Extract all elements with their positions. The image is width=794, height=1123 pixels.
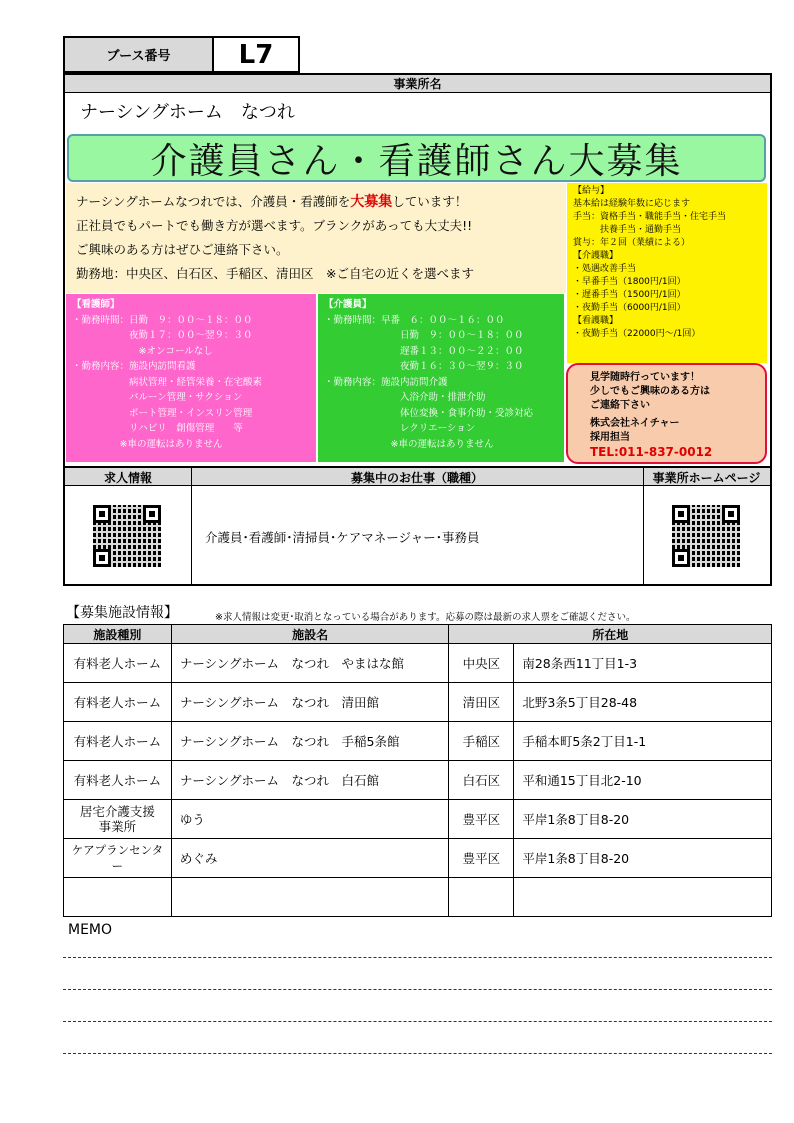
table-row-empty bbox=[64, 878, 772, 917]
table-row bbox=[64, 800, 772, 839]
contact-line: 見学随時行っています！ bbox=[590, 372, 700, 383]
column-header-name: 施設名 bbox=[171, 625, 449, 644]
caregiver-line: 夜勤１６：３０～翌９：３０ bbox=[324, 361, 524, 372]
caregiver-block bbox=[318, 294, 564, 462]
memo-line bbox=[63, 1021, 772, 1022]
facility-ward: 手稲区 bbox=[449, 722, 514, 761]
divider bbox=[643, 466, 644, 585]
facility-type: 有料老人ホーム bbox=[64, 644, 172, 683]
facility-ward: 豊平区 bbox=[449, 839, 514, 878]
facility-name: ナーシングホーム なつれ 清田館 bbox=[171, 683, 449, 722]
office-name-header: 事業所名 bbox=[65, 75, 770, 93]
intro-line-4: 勤務地：中央区、白石区、手稲区、清田区 ※ご自宅の近くを選べます bbox=[76, 266, 474, 281]
facility-type: ケアプランセンター bbox=[64, 839, 172, 878]
table-row bbox=[64, 839, 772, 878]
column-header-type: 施設種別 bbox=[64, 625, 172, 644]
salary-line: ・遅番手当（1500円/1回） bbox=[573, 290, 686, 300]
salary-line: 【給与】 bbox=[573, 186, 610, 196]
salary-line: 賞与：年２回（業績による） bbox=[573, 238, 691, 248]
facility-address: 平和通15丁目北2-10 bbox=[514, 761, 772, 800]
homepage-header: 事業所ホームページ bbox=[652, 470, 761, 485]
intro-line-2: 正社員でもパートでも働き方が選べます。ブランクがあっても大丈夫!! bbox=[76, 218, 473, 233]
nurse-line: ※車の運転はありません bbox=[72, 438, 223, 450]
caregiver-line: 日勤 ９：００～１８：００ bbox=[324, 330, 524, 341]
table-row bbox=[64, 644, 772, 683]
facility-type: 有料老人ホーム bbox=[64, 761, 172, 800]
info-header-row bbox=[65, 466, 770, 486]
contact-phone[interactable]: TEL:011-837-0012 bbox=[590, 445, 713, 459]
contact-box bbox=[566, 363, 767, 464]
nurse-line: ・勤務内容：施設内訪問看護 bbox=[72, 361, 196, 372]
caregiver-line: レクリエーション bbox=[324, 423, 476, 434]
nurse-line: ※オンコールなし bbox=[72, 345, 213, 357]
empty-cell bbox=[514, 878, 772, 917]
facility-type: 有料老人ホーム bbox=[64, 722, 172, 761]
facility-type: 居宅介護支援 事業所 bbox=[64, 800, 172, 839]
column-header-location: 所在地 bbox=[449, 625, 772, 644]
facility-address: 平岸1条8丁目8-20 bbox=[514, 800, 772, 839]
salary-line: ・夜勤手当（22000円～/1回） bbox=[573, 329, 701, 339]
facility-address: 平岸1条8丁目8-20 bbox=[514, 839, 772, 878]
contact-person: 採用担当 bbox=[590, 432, 630, 443]
facility-name: ゆう bbox=[171, 800, 449, 839]
salary-line: 基本給は経験年数に応じます bbox=[573, 199, 691, 209]
empty-cell bbox=[171, 878, 449, 917]
caregiver-title: 【介護員】 bbox=[324, 299, 372, 310]
salary-line: 手当：資格手当・職能手当・住宅手当 bbox=[573, 212, 727, 222]
facility-ward: 清田区 bbox=[449, 683, 514, 722]
table-row bbox=[64, 722, 772, 761]
table-header-row bbox=[64, 625, 772, 644]
facility-address: 北野3条5丁目28-48 bbox=[514, 683, 772, 722]
salary-line: ・夜勤手当（6000円/1回） bbox=[573, 303, 686, 313]
facility-name: ナーシングホーム なつれ やまはな館 bbox=[171, 644, 449, 683]
memo-line bbox=[63, 989, 772, 990]
jobs-list: 介護員･看護師･清掃員･ケアマネージャー･事務員 bbox=[205, 530, 480, 545]
table-row bbox=[64, 761, 772, 800]
caregiver-line: 体位変換・食事介助・受診対応 bbox=[324, 407, 534, 419]
contact-line: ご連絡下さい bbox=[590, 400, 650, 411]
intro-line-1: ナーシングホームなつれでは、介護員・看護師を大募集しています！ bbox=[76, 194, 468, 210]
contact-line: 少しでもご興味のある方は bbox=[590, 386, 710, 397]
office-name: ナーシングホーム なつれ bbox=[80, 102, 295, 123]
salary-line: ・処遇改善手当 bbox=[573, 264, 637, 274]
facilities-table bbox=[63, 624, 772, 917]
salary-line: 扶養手当・通勤手当 bbox=[573, 225, 682, 235]
memo-label: MEMO bbox=[68, 922, 113, 938]
qr-code-icon[interactable] bbox=[93, 505, 161, 567]
qr-code-icon[interactable] bbox=[672, 505, 740, 567]
job-info-header: 求人情報 bbox=[103, 470, 152, 485]
memo-line bbox=[63, 957, 772, 958]
empty-cell bbox=[449, 878, 514, 917]
salary-line: ・早番手当（1800円/1回） bbox=[573, 277, 686, 287]
facility-address: 南28条西11丁目1-3 bbox=[514, 644, 772, 683]
salary-block bbox=[567, 183, 767, 363]
booth-number: L7 bbox=[212, 36, 300, 73]
recruitment-headline: 介護員さん・看護師さん大募集 bbox=[67, 134, 766, 182]
intro-line-3: ご興味のある方はぜひご連絡下さい。 bbox=[76, 242, 289, 257]
empty-cell bbox=[64, 878, 172, 917]
nurse-line: バルーン管理・サクション bbox=[72, 392, 243, 403]
caregiver-line: ・勤務内容：施設内訪問介護 bbox=[324, 376, 448, 388]
caregiver-line: 遅番１３：００～２２：００ bbox=[324, 345, 524, 357]
salary-line: 【介護職】 bbox=[573, 251, 619, 261]
booth-label: ブース番号 bbox=[63, 36, 214, 73]
facility-name: めぐみ bbox=[171, 839, 449, 878]
intro-block bbox=[66, 183, 566, 293]
facilities-note: ※求人情報は変更･取消となっている場合があります。応募の際は最新の求人票をご確認ください。 bbox=[215, 612, 636, 623]
nurse-title: 【看護師】 bbox=[72, 299, 120, 310]
facilities-title: 【募集施設情報】 bbox=[66, 605, 178, 621]
facility-address: 手稲本町5条2丁目1-1 bbox=[514, 722, 772, 761]
facility-ward: 白石区 bbox=[449, 761, 514, 800]
jobs-header: 募集中のお仕事（職種） bbox=[350, 470, 483, 485]
nurse-line: ポート管理・インスリン管理 bbox=[72, 407, 253, 419]
contact-company: 株式会社ネイチャー bbox=[590, 418, 680, 429]
facility-name: ナーシングホーム なつれ 白石館 bbox=[171, 761, 449, 800]
nurse-line: リハビリ 創傷管理 等 bbox=[72, 423, 243, 434]
caregiver-line: 入浴介助・排泄介助 bbox=[324, 392, 486, 403]
table-row bbox=[64, 683, 772, 722]
caregiver-line: ※車の運転はありません bbox=[324, 438, 494, 450]
facility-ward: 中央区 bbox=[449, 644, 514, 683]
salary-line: 【看護職】 bbox=[573, 316, 619, 326]
caregiver-line: ・勤務時間：早番 ６：００～１６：００ bbox=[324, 314, 505, 326]
facility-type: 有料老人ホーム bbox=[64, 683, 172, 722]
divider bbox=[191, 466, 192, 585]
nurse-block bbox=[66, 294, 316, 462]
nurse-line: ・勤務時間：日勤 ９：００～１８：００ bbox=[72, 314, 253, 326]
nurse-line: 夜勤１７：００～翌９：３０ bbox=[72, 330, 253, 341]
facility-ward: 豊平区 bbox=[449, 800, 514, 839]
nurse-line: 病状管理・経管栄養・在宅酸素 bbox=[72, 376, 263, 388]
facility-name: ナーシングホーム なつれ 手稲5条館 bbox=[171, 722, 449, 761]
memo-line bbox=[63, 1053, 772, 1054]
